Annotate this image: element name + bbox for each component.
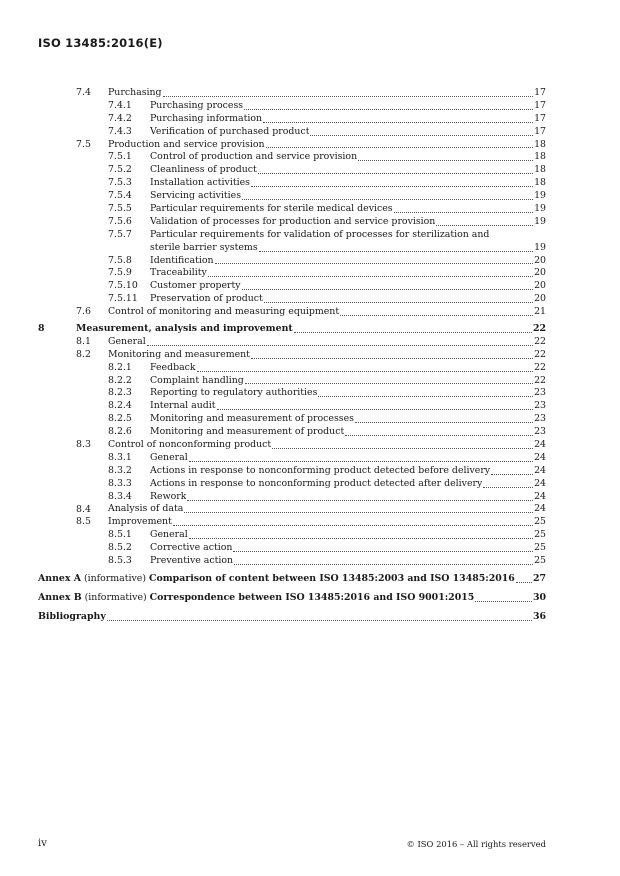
toc-entry-8-2-1[interactable] [38, 362, 546, 375]
leader-dots [475, 600, 532, 602]
leader-dots [147, 344, 533, 346]
toc-page: 24 [534, 477, 546, 489]
leader-dots [197, 370, 533, 372]
toc-title: Monitoring and measurement of product [150, 426, 345, 438]
toc-number: 8.3 [76, 439, 91, 451]
toc-number: 7.5.10 [108, 280, 138, 292]
toc-title: Production and service provision [108, 138, 265, 150]
toc-title: Actions in response to nonconforming product detected before delivery [150, 464, 491, 476]
toc-number: 8.3.4 [108, 490, 132, 502]
toc-entry-7-5-11[interactable] [38, 293, 546, 306]
leader-dots [483, 486, 533, 488]
leader-dots [215, 262, 533, 264]
toc-page: 19 [534, 241, 546, 253]
toc-number: 8.5.1 [108, 529, 132, 541]
toc-title: Purchasing process [150, 99, 244, 111]
toc-title: General [108, 335, 146, 347]
toc-entry-8-3-2[interactable] [38, 465, 546, 478]
toc-number: 8.5.3 [108, 555, 132, 567]
toc-number: 8 [38, 323, 45, 335]
leader-dots [242, 288, 534, 290]
toc-page: 17 [534, 112, 546, 124]
toc-number: 7.5.6 [108, 215, 132, 227]
toc-number: 7.5.2 [108, 164, 132, 176]
toc-page: 19 [534, 203, 546, 214]
toc-number: 8.1 [76, 335, 91, 347]
toc-entry-8-2-5[interactable] [38, 413, 546, 426]
leader-dots [217, 408, 534, 410]
toc-entry-8-3[interactable] [38, 439, 546, 452]
toc-title: Control of production and service provision [150, 151, 358, 163]
toc-entry-7-5-1[interactable] [38, 151, 546, 164]
toc-page: 18 [534, 151, 546, 163]
document-header: ISO 13485:2016(E) [38, 36, 163, 50]
toc-page: 25 [534, 529, 546, 541]
toc-title: Verification of purchased product [150, 125, 310, 137]
toc-entry-7-5-7[interactable] [38, 229, 546, 242]
leader-dots [358, 159, 533, 161]
toc-title: Validation of processes for production and service provision [150, 215, 436, 227]
toc-page: 25 [534, 542, 546, 554]
toc-page: 20 [534, 280, 546, 292]
toc-title: Internal audit [150, 400, 216, 412]
leader-dots [259, 250, 533, 252]
toc-title: Actions in response to nonconforming product detected after delivery [150, 477, 483, 489]
toc-page: 18 [534, 138, 546, 150]
toc-title: Cleanliness of product [150, 164, 257, 176]
toc-title: General [150, 451, 188, 463]
toc-title-line2: sterile barrier systems [150, 241, 258, 253]
toc-page: 25 [534, 516, 546, 528]
leader-dots [436, 224, 533, 226]
toc-number: 7.4.2 [108, 112, 132, 124]
leader-dots [310, 134, 533, 136]
toc-page: 19 [534, 215, 546, 227]
toc-title: Monitoring and measurement of processes [150, 413, 354, 425]
toc-entry-8-3-4[interactable] [38, 491, 546, 504]
toc-title: Particular requirements for sterile medical devices [150, 203, 393, 214]
toc-number: 8.2.5 [108, 413, 132, 425]
toc-entry-7-4-2[interactable] [38, 113, 546, 126]
toc-entry-8-2-2[interactable] [38, 375, 546, 388]
toc-page: 22 [534, 335, 546, 347]
toc-page: 36 [532, 610, 546, 622]
toc-entry-7-5[interactable] [38, 139, 546, 152]
toc-number: 7.4.1 [108, 99, 132, 111]
toc-entry-8-3-1[interactable] [38, 452, 546, 465]
toc-page: 17 [534, 99, 546, 111]
toc-title: Improvement [108, 516, 172, 528]
toc-entry-7-5-4[interactable] [38, 190, 546, 203]
leader-dots [107, 619, 532, 621]
toc-page: 22 [534, 374, 546, 386]
toc-title: Corrective action [150, 542, 233, 554]
toc-entry-7-5-10[interactable] [38, 280, 546, 293]
toc-title: Control of monitoring and measuring equipment [108, 306, 340, 318]
toc-entry-7-5-3[interactable] [38, 177, 546, 190]
toc-entry-8-2-6[interactable] [38, 426, 546, 439]
leader-dots [345, 434, 533, 436]
toc-title: Servicing activities [150, 190, 242, 202]
leader-dots [340, 314, 533, 316]
toc-entry-bibliography[interactable] [38, 611, 546, 624]
leader-dots [251, 357, 533, 359]
leader-dots [189, 537, 533, 539]
toc-number: 8.4 [76, 503, 91, 515]
toc-page: 23 [534, 413, 546, 425]
toc-entry-7-5-5[interactable] [38, 203, 546, 216]
toc-page: 22 [534, 348, 546, 360]
toc-title: Control of nonconforming product [108, 439, 272, 451]
toc-page: 25 [534, 555, 546, 567]
toc-number: 8.3.2 [108, 464, 132, 476]
toc-page: 24 [534, 439, 546, 451]
toc-number: 8.5 [76, 516, 91, 528]
annex-label: Annex B [38, 591, 82, 603]
leader-dots [234, 563, 533, 565]
toc-title: Preventive action [150, 555, 234, 567]
toc-entry-8-2-3[interactable] [38, 387, 546, 400]
copyright-notice: © ISO 2016 – All rights reserved [406, 839, 546, 849]
toc-page: 24 [534, 503, 546, 515]
leader-dots [264, 301, 533, 303]
toc-entry-7-5-2[interactable] [38, 164, 546, 177]
toc-title: Traceability [150, 267, 207, 279]
toc-page: 20 [534, 254, 546, 266]
leader-dots [245, 382, 533, 384]
toc-page: 20 [534, 267, 546, 279]
toc-page: 17 [534, 125, 546, 137]
toc-page: 24 [534, 464, 546, 476]
leader-dots [266, 146, 533, 148]
toc-entry-7-4-1[interactable] [38, 100, 546, 113]
toc-page: 23 [534, 400, 546, 412]
leader-dots [258, 172, 533, 174]
annex-note: (informative) [81, 572, 149, 584]
leader-dots [173, 524, 533, 526]
leader-dots [187, 499, 533, 501]
toc-title: Identification [150, 254, 214, 266]
toc-title: Monitoring and measurement [108, 348, 250, 360]
toc-entry-7-4-3[interactable] [38, 126, 546, 139]
toc-page: 23 [534, 387, 546, 399]
toc-number: 8.5.2 [108, 542, 132, 554]
leader-dots [251, 185, 533, 187]
toc-entry-7-4[interactable] [38, 87, 546, 100]
toc-entry-8-2-4[interactable] [38, 400, 546, 413]
toc-title: Analysis of data [108, 503, 184, 515]
page-number: iv [38, 838, 47, 849]
toc-page: 22 [532, 323, 546, 335]
toc-number: 8.2.3 [108, 387, 132, 399]
leader-dots [491, 473, 533, 475]
leader-dots [318, 395, 533, 397]
leader-dots [294, 331, 532, 333]
toc-page: 18 [534, 164, 546, 176]
toc-page: 24 [534, 451, 546, 463]
toc-number: 7.5 [76, 138, 91, 150]
toc-entry-7-5-6[interactable] [38, 216, 546, 229]
annex-title: Comparison of content between ISO 13485:2003 and ISO 13485:2016 [149, 572, 515, 584]
toc-entry-8-5[interactable] [38, 516, 546, 529]
toc-number: 7.4 [76, 87, 91, 98]
leader-dots [272, 447, 533, 449]
toc-title: Rework [150, 490, 187, 502]
toc-page: 23 [534, 426, 546, 438]
toc-title: Bibliography [38, 610, 106, 622]
toc-number: 7.5.11 [108, 293, 138, 305]
toc-number: 7.5.1 [108, 151, 132, 163]
toc-page: 21 [534, 306, 546, 318]
toc-entry-8-3-3[interactable] [38, 478, 546, 491]
leader-dots [184, 511, 533, 513]
toc-number: 8.2.4 [108, 400, 132, 412]
table-of-contents [38, 87, 546, 624]
toc-number: 7.5.3 [108, 177, 132, 189]
leader-dots [263, 121, 533, 123]
toc-page: 20 [534, 293, 546, 305]
toc-title: Measurement, analysis and improvement [76, 323, 293, 335]
toc-page: 30 [532, 591, 546, 603]
toc-entry-7-5-8[interactable] [38, 255, 546, 268]
toc-number: 7.6 [76, 306, 91, 318]
leader-dots [242, 198, 533, 200]
leader-dots [233, 550, 533, 552]
toc-title: Feedback [150, 361, 196, 373]
toc-page: 19 [534, 190, 546, 202]
toc-page: 22 [534, 361, 546, 373]
toc-title: Reporting to regulatory authorities [150, 387, 318, 399]
leader-dots [355, 421, 533, 423]
annex-title: Correspondence between ISO 13485:2016 and ISO 9001:2015 [149, 591, 475, 603]
leader-dots [244, 108, 533, 110]
toc-entry-8-1[interactable] [38, 336, 546, 349]
annex-note: (informative) [81, 591, 150, 603]
toc-entry-8-5-1[interactable] [38, 529, 546, 542]
toc-number: 7.5.5 [108, 203, 132, 215]
toc-number: 8.2.2 [108, 374, 132, 386]
toc-number: 8.2.1 [108, 361, 132, 373]
toc-entry-7-6[interactable] [38, 306, 546, 319]
toc-title: Purchasing information [150, 112, 263, 124]
toc-entry-7-5-7-cont[interactable] [38, 242, 546, 255]
toc-page: 17 [534, 86, 546, 98]
leader-dots [516, 581, 532, 583]
annex-label: Annex A [38, 572, 81, 584]
toc-title [38, 592, 474, 605]
leader-dots [208, 275, 533, 277]
toc-number: 7.5.7 [108, 228, 132, 240]
toc-title: Preservation of product [150, 293, 263, 305]
toc-page: 24 [534, 490, 546, 502]
toc-number: 8.3.1 [108, 451, 132, 463]
toc-entry-7-5-9[interactable] [38, 267, 546, 280]
toc-title: General [150, 529, 188, 541]
toc-title-line1: Particular requirements for validation of processes for sterilization and [150, 228, 490, 240]
toc-number: 8.2.6 [108, 426, 132, 438]
leader-dots [163, 95, 534, 97]
toc-title: Complaint handling [150, 374, 244, 386]
toc-entry-8[interactable] [38, 323, 546, 336]
toc-entry-annex-b[interactable] [38, 592, 546, 605]
toc-title [38, 573, 515, 586]
toc-entry-8-5-2[interactable] [38, 542, 546, 555]
leader-dots [189, 460, 533, 462]
leader-dots [394, 211, 533, 213]
toc-number: 8.3.3 [108, 477, 132, 489]
toc-number: 7.5.8 [108, 254, 132, 266]
toc-number: 7.4.3 [108, 125, 132, 137]
toc-title: Purchasing [108, 86, 162, 98]
toc-title: Installation activities [150, 177, 250, 189]
toc-page: 18 [534, 177, 546, 189]
toc-number: 8.2 [76, 348, 91, 360]
toc-number: 7.5.9 [108, 267, 132, 279]
toc-entry-8-4[interactable] [38, 504, 546, 517]
toc-page: 27 [532, 572, 546, 584]
toc-number: 7.5.4 [108, 190, 132, 202]
toc-entry-annex-a[interactable] [38, 573, 546, 586]
toc-entry-8-5-3[interactable] [38, 555, 546, 568]
toc-title: Customer property [150, 280, 241, 292]
toc-entry-8-2[interactable] [38, 349, 546, 362]
